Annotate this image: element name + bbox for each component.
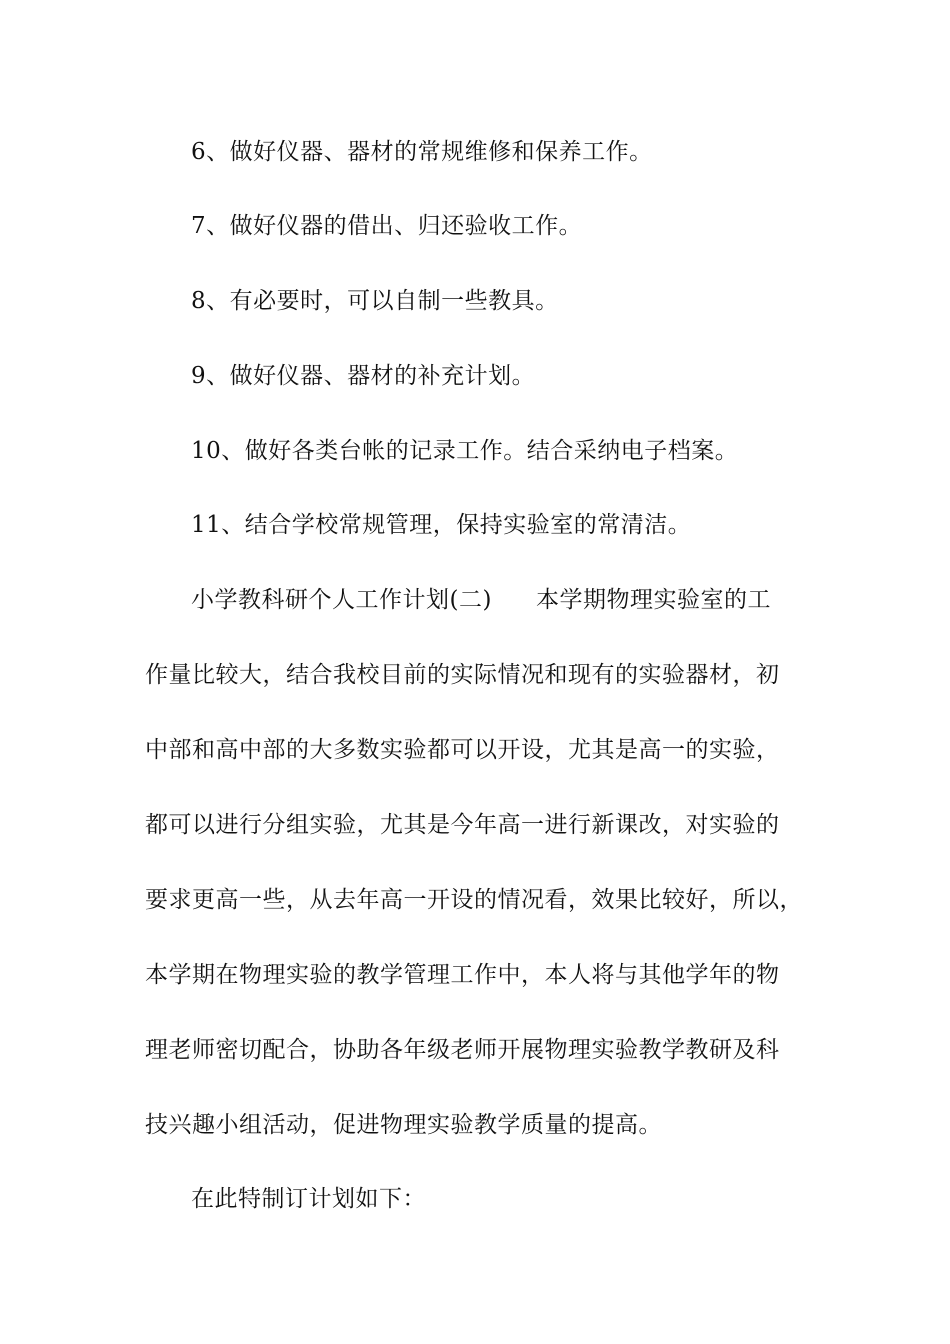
- list-item-8: 8、有必要时，可以自制一些教具。: [191, 288, 559, 314]
- paragraph-line: 作量比较大，结合我校目前的实际情况和现有的实验器材，初: [145, 662, 780, 688]
- list-item-7: 7、做好仪器的借出、归还验收工作。: [191, 213, 583, 239]
- closing-line: 在此特制订计划如下：: [191, 1186, 426, 1212]
- section-first-line-text: 本学期物理实验室的工: [535, 587, 771, 613]
- paragraph-line: 要求更高一些，从去年高一开设的情况看，效果比较好，所以，: [145, 887, 803, 913]
- paragraph-line: 都可以进行分组实验，尤其是今年高一进行新课改，对实验的: [145, 812, 780, 838]
- paragraph-line: 中部和高中部的大多数实验都可以开设，尤其是高一的实验，: [145, 737, 780, 763]
- paragraph-line: 理老师密切配合，协助各年级老师开展物理实验教学教研及科: [145, 1037, 780, 1063]
- paragraph-line: 技兴趣小组活动，促进物理实验教学质量的提高。: [145, 1112, 662, 1138]
- paragraph-line: 本学期在物理实验的教学管理工作中，本人将与其他学年的物: [145, 962, 780, 988]
- list-item-10: 10、做好各类台帐的记录工作。结合采纳电子档案。: [191, 438, 739, 464]
- section-first-line: [191, 585, 771, 615]
- list-item-9: 9、做好仪器、器材的补充计划。: [191, 363, 536, 389]
- list-item-6: 6、做好仪器、器材的常规维修和保养工作。: [191, 139, 653, 165]
- list-item-11: 11、结合学校常规管理，保持实验室的常清洁。: [191, 512, 692, 538]
- section-heading: 小学教科研个人工作计划(二): [191, 587, 492, 613]
